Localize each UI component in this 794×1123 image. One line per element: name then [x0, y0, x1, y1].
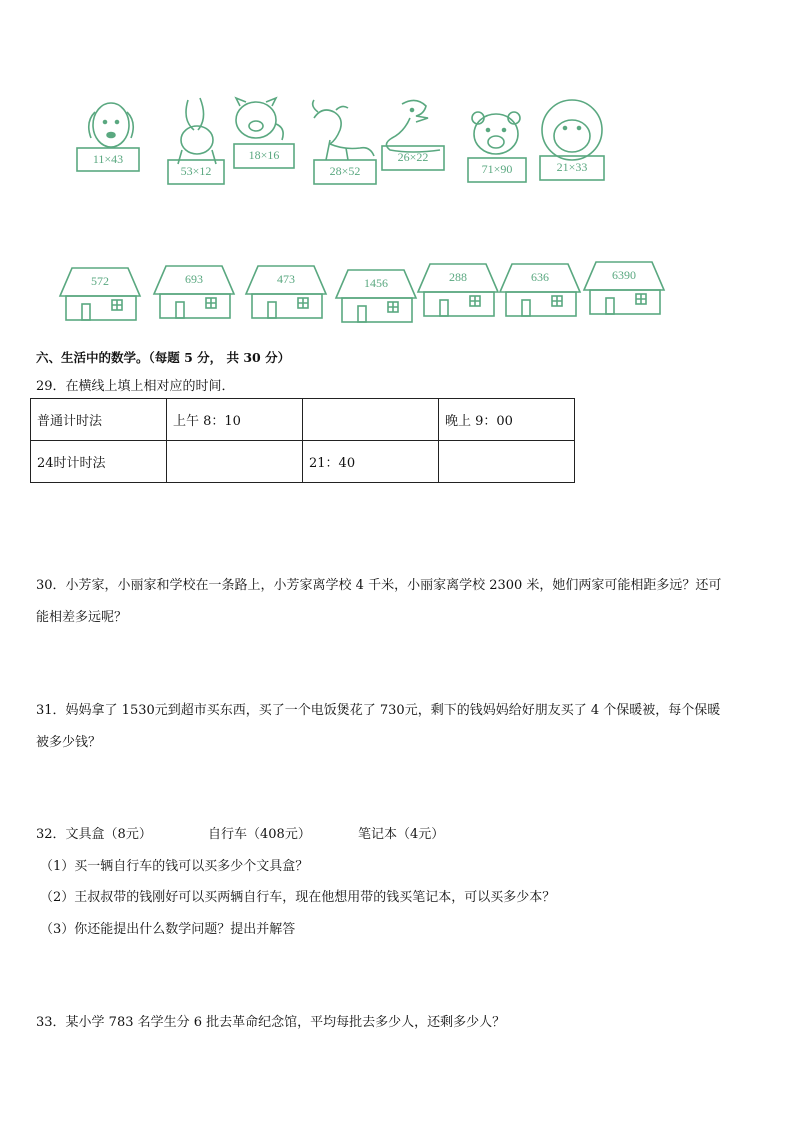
question-29: 29．在横线上填上相对应的时间．	[36, 379, 235, 394]
table-cell: 晚上 9：00	[439, 399, 575, 441]
house-number: 636	[531, 270, 549, 284]
table-cell: 24时计时法	[31, 441, 167, 483]
table-row	[31, 399, 575, 441]
house-number: 1456	[364, 276, 388, 290]
animal-label: 18×16	[248, 148, 280, 162]
house-group	[60, 262, 664, 322]
question-30-line2: 能相差多远呢？	[36, 610, 128, 625]
table-row	[31, 441, 575, 483]
question-32-sub2: （2）王叔叔带的钱刚好可以买两辆自行车，现在他想用带的钱买笔记本，可以买多少本？	[40, 890, 556, 905]
house-number: 6390	[612, 268, 636, 282]
animal-label: 28×52	[329, 164, 361, 178]
house-number: 572	[91, 274, 109, 288]
question-32-item1: 32．文具盒（8元）	[36, 827, 152, 842]
question-32-item3: 笔记本（4元）	[358, 827, 445, 842]
animal-label: 21×33	[556, 160, 588, 174]
animal-label: 53×12	[180, 164, 212, 178]
question-32-sub3: （3）你还能提出什么数学问题？提出并解答	[40, 922, 296, 937]
house-number: 473	[277, 272, 295, 286]
animal-label: 71×90	[481, 162, 513, 176]
table-cell: 21：40	[303, 441, 439, 483]
table-cell[interactable]	[167, 441, 303, 483]
time-table	[30, 398, 575, 483]
animal-label: 11×43	[92, 152, 124, 166]
question-32-item2: 自行车（408元）	[208, 827, 311, 842]
table-cell: 上午 8：10	[167, 399, 303, 441]
house-number: 288	[449, 270, 467, 284]
table-cell[interactable]	[439, 441, 575, 483]
question-31-line1: 31．妈妈拿了 1530元到超市买东西，买了一个电饭煲花了 730元，剩下的钱妈妈给好朋友买了 4 个保暖被，每个保暖	[36, 703, 721, 718]
question-33: 33．某小学 783 名学生分 6 批去革命纪念馆，平均每批去多少人，还剩多少人？	[36, 1015, 506, 1030]
section-heading: 六、生活中的数学。（每题 5 分， 共 30 分）	[36, 350, 291, 365]
animal-label: 26×22	[397, 150, 429, 164]
question-30-line1: 30．小芳家，小丽家和学校在一条路上，小芳家离学校 4 千米，小丽家离学校 2300 米，她们两家可能相距多远？还可	[36, 578, 722, 593]
table-cell: 普通计时法	[31, 399, 167, 441]
house-number: 693	[185, 272, 203, 286]
question-32-sub1: （1）买一辆自行车的钱可以买多少个文具盒？	[40, 859, 309, 874]
table-cell[interactable]	[303, 399, 439, 441]
question-31-line2: 被多少钱？	[36, 735, 102, 750]
